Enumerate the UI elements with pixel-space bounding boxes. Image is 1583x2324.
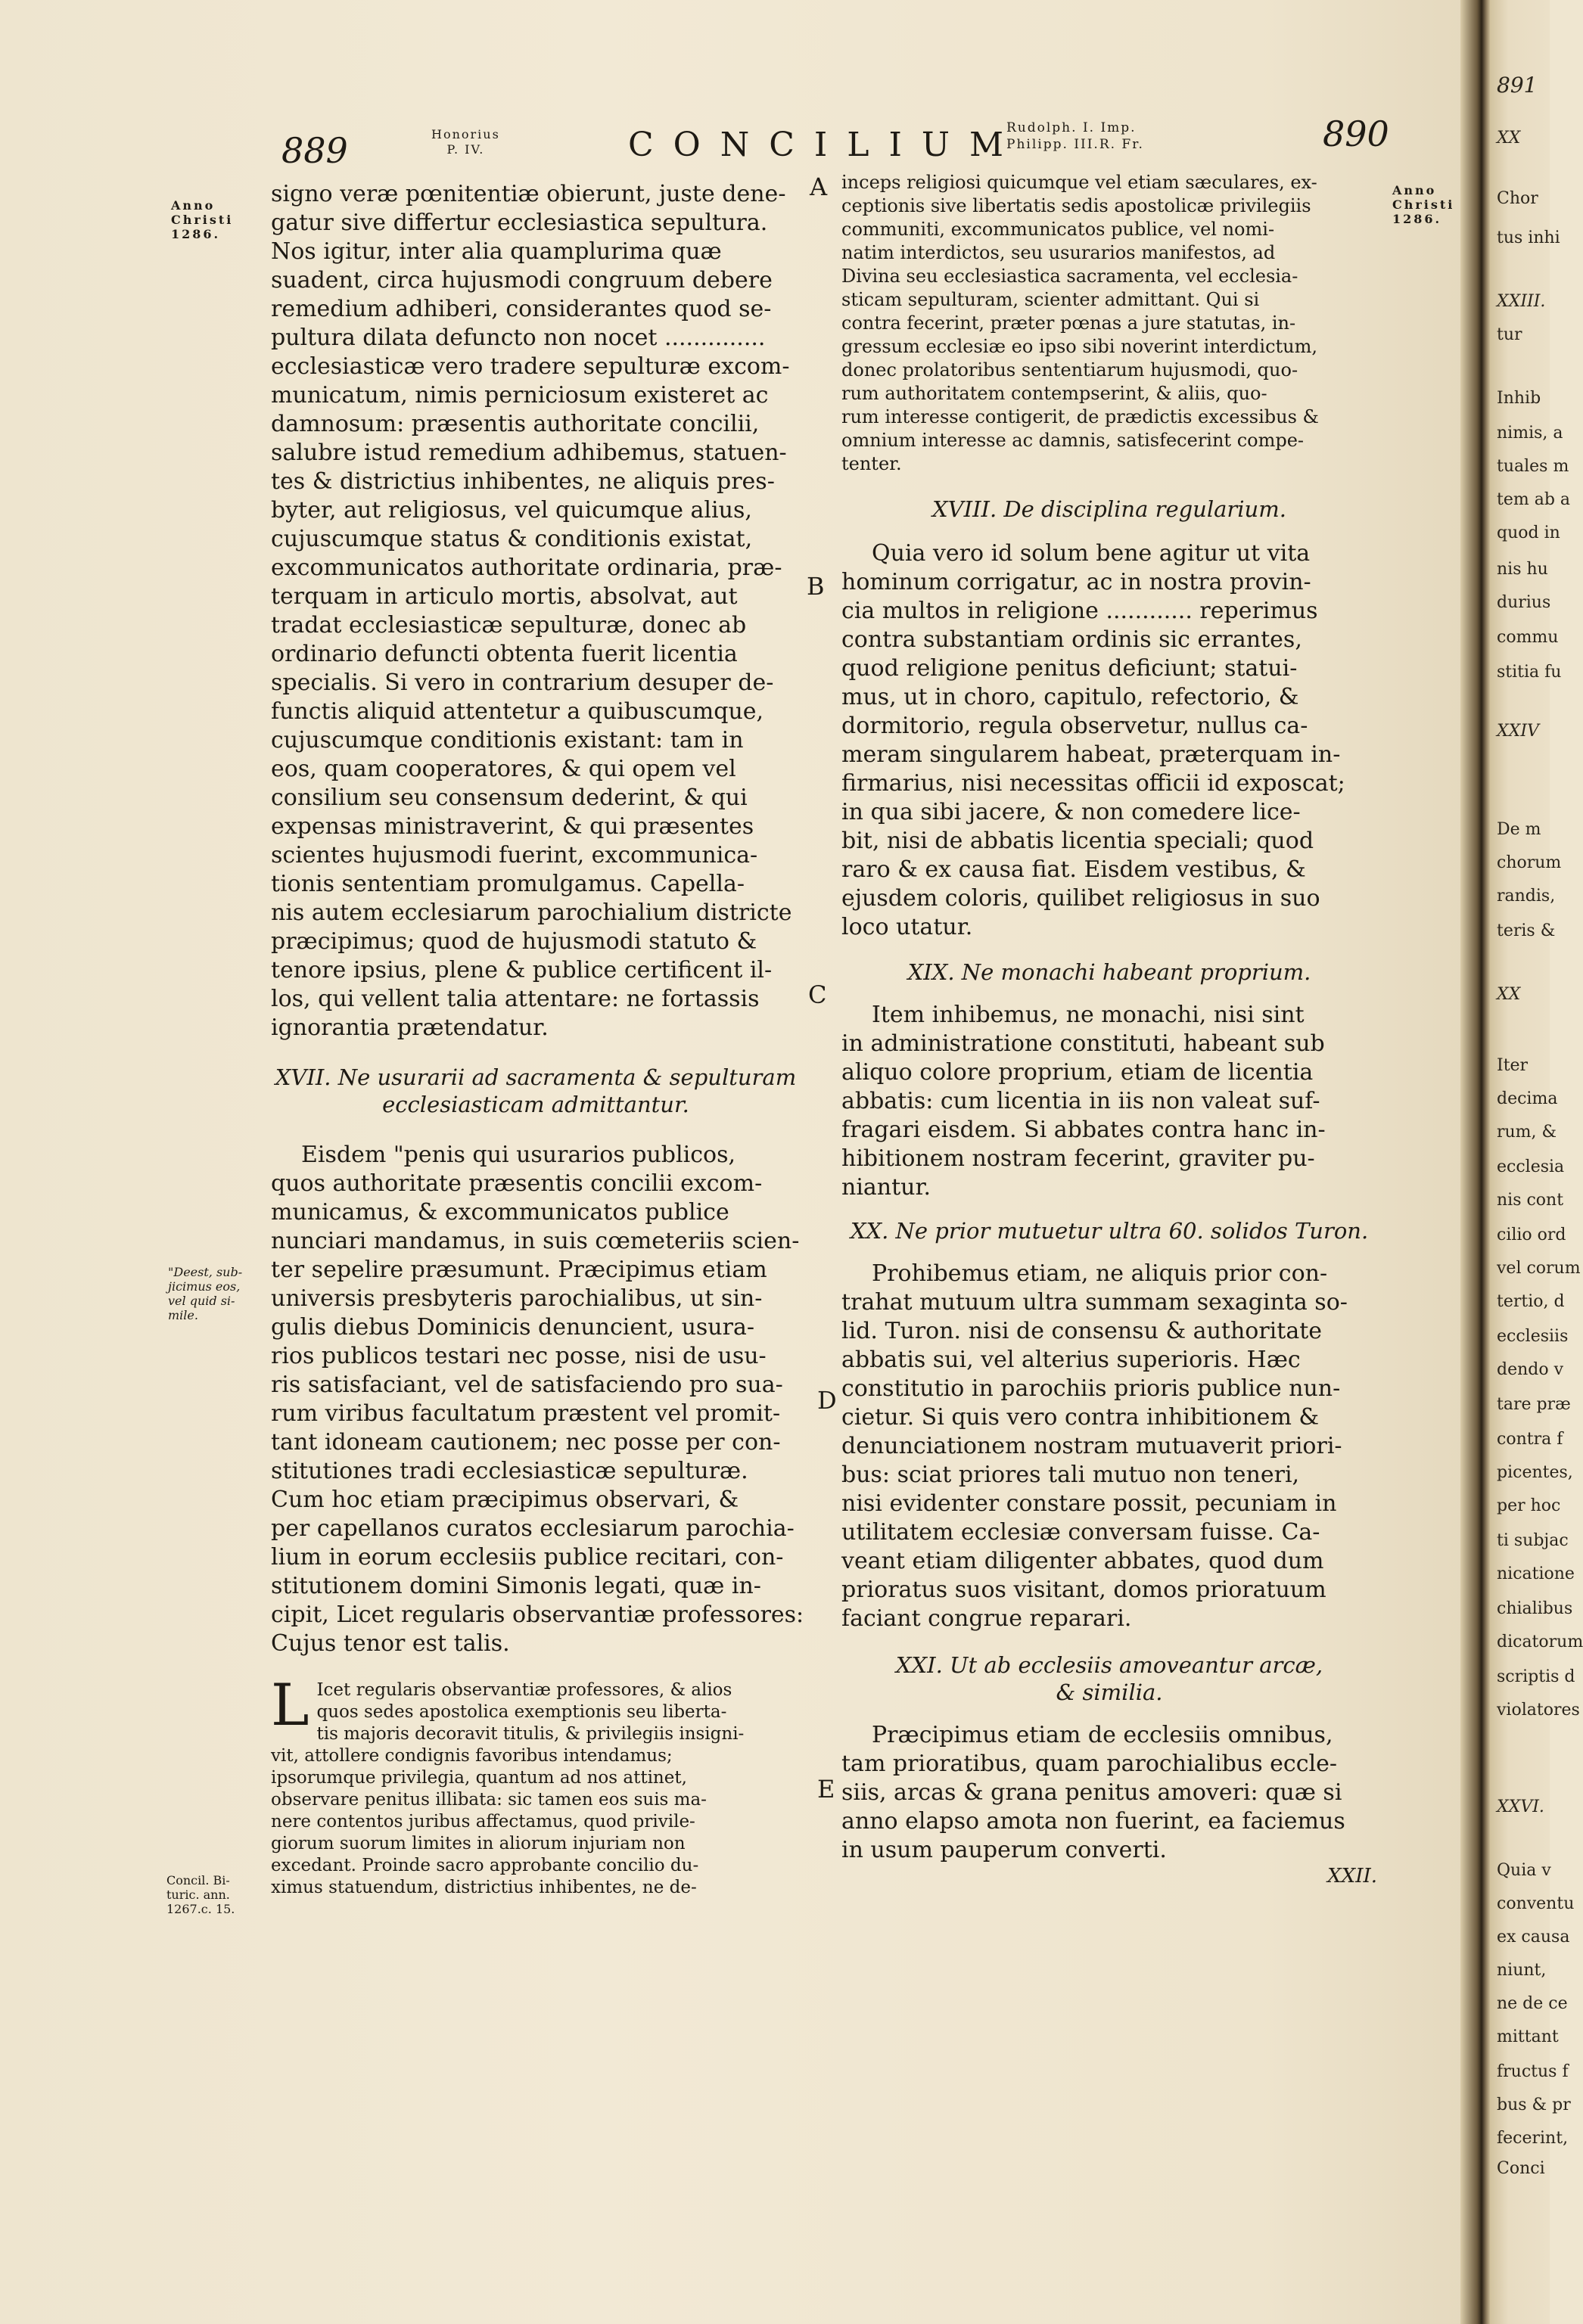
constitution-text: [271, 1671, 801, 1899]
page-number-right: 890: [1323, 113, 1389, 154]
text-line: natim interdictos, seu usurarios manifestos, ad: [841, 242, 1276, 263]
text-line: signo veræ pœnitentiæ obierunt, juste dene-: [271, 181, 786, 207]
next-page-line: XXIV: [1497, 722, 1539, 741]
text-line: ter sepelire præsumunt. Præcipimus etiam: [271, 1257, 767, 1283]
note-line: Concil. Bi-: [166, 1873, 230, 1887]
text-line: nis autem ecclesiarum parochialium districte: [271, 899, 792, 926]
text-line: cipit, Licet regularis observantiæ professores:: [271, 1602, 804, 1628]
year: 1286.: [1392, 212, 1442, 226]
text-line: in administratione constituti, habeant sub: [841, 1030, 1325, 1057]
section-letter-e: E: [817, 1775, 835, 1804]
section-letter-b: B: [807, 572, 825, 601]
next-page-line: durius: [1497, 593, 1551, 612]
text-line: denunciationem nostram mutuaverit priori-: [841, 1433, 1342, 1459]
text-line: dormitorio, regula observetur, nullus ca-: [841, 713, 1308, 739]
text-line: tis majoris decoravit titulis, & privilegiis insigni-: [316, 1724, 745, 1744]
ruler-1: Rudolph. I. Imp.: [1006, 120, 1137, 135]
text-line: tionis sententiam promulgamus. Capella-: [271, 871, 745, 897]
book-gutter: [1460, 0, 1491, 2324]
text-line: aliquo colore proprium, etiam de licentia: [841, 1059, 1314, 1086]
text-line: pultura dilata defuncto non nocet ..............: [271, 325, 766, 351]
next-page-line: vel corum: [1497, 1259, 1581, 1278]
note-line: 1267.c. 15.: [166, 1902, 235, 1916]
text-line: tradat ecclesiasticæ sepulturæ, donec ab: [271, 612, 747, 638]
heading-xviii: XVIII. De disciplina regularium.: [932, 496, 1286, 522]
next-page-line: XXIII.: [1497, 292, 1546, 311]
text-line: niantur.: [841, 1174, 931, 1201]
text-line: XXI. Ut ab ecclesiis amoveantur arcæ,: [895, 1652, 1323, 1678]
text-line: eos, quam cooperatores, & qui opem vel: [271, 756, 736, 782]
text-line: municatum, nimis perniciosum existeret ac: [271, 382, 769, 409]
paragraph-xvi-end: [271, 180, 801, 1042]
text-line: lium in eorum ecclesiis publice recitari, con-: [271, 1544, 784, 1571]
text-line: veant etiam diligenter abbates, quod dum: [841, 1548, 1324, 1574]
next-page-line: picentes,: [1497, 1463, 1573, 1482]
text-line: hibitionem nostram fecerint, graviter pu-: [841, 1145, 1315, 1172]
next-page-edge: [1491, 0, 1583, 2324]
text-line: specialis. Si vero in contrarium desuper de-: [271, 670, 774, 696]
next-page-line: XX: [1497, 129, 1521, 148]
text-line: utilitatem ecclesiæ conversam fuisse. Ca-: [841, 1519, 1320, 1546]
text-line: ejusdem coloris, quilibet religiosus in suo: [841, 885, 1320, 912]
text-line: expensas ministraverint, & qui præsentes: [271, 813, 754, 840]
next-page-line: Iter: [1497, 1056, 1529, 1075]
text-line: los, qui vellent talia attentare: ne fortassis: [271, 986, 760, 1012]
heading-xxi: [841, 1651, 1377, 1706]
text-line: trahat mutuum ultra summam sexaginta so-: [841, 1289, 1348, 1316]
section-letter-c: C: [808, 980, 827, 1009]
next-page-line: De m: [1497, 820, 1541, 839]
drop-cap-l: L: [271, 1671, 309, 1738]
next-page-line: fructus f: [1497, 2062, 1569, 2081]
text-line: tam prioratibus, quam parochialibus eccle-: [841, 1751, 1337, 1777]
text-line: anno elapso amota non fuerint, ea faciemus: [841, 1808, 1345, 1835]
text-line: nunciari mandamus, in suis cœmeteriis scien-: [271, 1228, 800, 1254]
text-line: ipsorumque privilegia, quantum ad nos attinet,: [271, 1768, 687, 1788]
text-line: Cujus tenor est talis.: [271, 1630, 510, 1657]
text-line: XVII. Ne usurarii ad sacramenta & sepulturam: [275, 1064, 797, 1090]
next-page-line: tur: [1497, 325, 1522, 344]
margin-note-concil: [166, 1873, 235, 1916]
next-page-line: chialibus: [1497, 1599, 1573, 1618]
text-line: siis, arcas & grana penitus amoveri: quæ si: [841, 1779, 1342, 1806]
next-page-line: conventu: [1497, 1894, 1575, 1913]
text-line: rum viribus facultatum præstent vel promit-: [271, 1400, 781, 1427]
next-page-line: stitia fu: [1497, 663, 1562, 682]
text-line: Item inhibemus, ne monachi, nisi sint: [872, 1002, 1305, 1028]
next-page-line: XXVI.: [1497, 1797, 1544, 1816]
text-line: cujuscumque conditionis existant: tam in: [271, 727, 744, 753]
next-page-line: Chor: [1497, 189, 1538, 208]
text-line: rum interesse contigerit, de prædictis excessibus &: [841, 406, 1319, 427]
text-line: municamus, & excommunicatos publice: [271, 1199, 729, 1226]
heading-xix: XIX. Ne monachi habeant proprium.: [907, 959, 1311, 985]
text-line: gressum ecclesiæ eo ipso sibi noverint interdictum,: [841, 336, 1318, 357]
pope-label: Honorius: [431, 127, 500, 141]
text-line: contra fecerint, præter pœnas a jure statutas, in-: [841, 312, 1296, 334]
text-line: communiti, excommunicatos publice, vel nomi-: [841, 219, 1275, 240]
text-line: ignorantia prætendatur.: [271, 1014, 549, 1041]
text-line: ris satisfaciant, vel de satisfaciendo pro sua-: [271, 1372, 783, 1398]
next-page-line: mittant: [1497, 2027, 1559, 2046]
text-line: quos authoritate præsentis concilii excom-: [271, 1170, 763, 1197]
text-line: vit, attollere condignis favoribus intendamus;: [271, 1746, 673, 1766]
rulers: [1006, 120, 1144, 153]
text-line: firmarius, nisi necessitas officii id exposcat;: [841, 770, 1345, 797]
next-page-line: per hoc: [1497, 1496, 1561, 1515]
note-line: mile.: [168, 1308, 198, 1322]
christi-word: Christi: [1392, 197, 1455, 212]
text-line: & similia.: [1056, 1679, 1163, 1705]
text-line: nere contentos juribus affectamus, quod privile-: [271, 1812, 695, 1832]
next-page-line: dendo v: [1497, 1360, 1564, 1379]
pope-name: [431, 127, 500, 157]
next-page-line: Conci: [1497, 2159, 1545, 2178]
text-line: salubre istud remedium adhibemus, statuen-: [271, 440, 787, 466]
next-page-line: ecclesia: [1497, 1157, 1565, 1176]
note-line: turic. ann.: [166, 1887, 230, 1902]
text-line: gulis diebus Dominicis denuncient, usura-: [271, 1314, 754, 1341]
text-line: donec prolatoribus sententiarum hujusmodi, quo-: [841, 359, 1298, 381]
text-line: functis aliquid attentetur a quibuscumque,: [271, 698, 764, 725]
next-page-line: cilio ord: [1497, 1226, 1566, 1244]
text-line: ecclesiasticam admittantur.: [382, 1092, 689, 1117]
paragraph-xxi: [841, 1721, 1377, 1865]
paragraph-xx: [841, 1260, 1377, 1633]
left-column: [271, 180, 804, 1899]
right-column: [841, 171, 1377, 1887]
text-line: hominum corrigatur, ac in nostra provin-: [841, 569, 1311, 595]
next-page-line: ecclesiis: [1497, 1327, 1569, 1346]
next-page-line: Quia v: [1497, 1861, 1551, 1880]
note-line: "Deest, sub-: [168, 1265, 243, 1279]
next-page-line: tus inhi: [1497, 228, 1560, 247]
text-line: rum authoritatem contempserint, & aliis, quo-: [841, 383, 1267, 404]
text-line: abbatis sui, vel alterius superioris. Hæc: [841, 1347, 1301, 1373]
text-line: Eisdem "penis qui usurarios publicos,: [301, 1142, 736, 1168]
text-line: excommunicatos authoritate ordinaria, præ-: [271, 555, 782, 581]
text-line: loco utatur.: [841, 914, 973, 940]
note-line: vel quid si-: [168, 1294, 235, 1308]
text-line: per capellanos curatos ecclesiarum parochia-: [271, 1515, 795, 1542]
next-page-line: tare præ: [1497, 1395, 1571, 1414]
text-line: Præcipimus etiam de ecclesiis omnibus,: [872, 1722, 1333, 1748]
text-line: damnosum: præsentis authoritate concilii,: [271, 411, 760, 437]
text-line: fragari eisdem. Si abbates contra hanc in-: [841, 1117, 1326, 1143]
anno-word: Anno: [171, 198, 216, 213]
text-line: stitutiones tradi ecclesiasticæ sepulturæ.: [271, 1458, 748, 1484]
next-page-line: nis hu: [1497, 560, 1548, 579]
next-page-line: tertio, d: [1497, 1292, 1565, 1311]
next-page-line: XX: [1497, 985, 1521, 1004]
ruler-2: Philipp. III.R. Fr.: [1006, 137, 1144, 152]
next-page-line: Inhib: [1497, 389, 1541, 408]
text-line: tenter.: [841, 453, 902, 474]
next-page-line: niunt,: [1497, 1961, 1547, 1980]
text-line: in qua sibi jacere, & non comedere lice-: [841, 799, 1301, 825]
text-line: consilium seu consensum dederint, & qui: [271, 785, 748, 811]
text-line: faciant congrue reparari.: [841, 1605, 1132, 1632]
paragraph-constitution: [271, 1671, 801, 1899]
next-page-line: bus & pr: [1497, 2096, 1571, 2114]
text-line: ceptionis sive libertatis sedis apostolicæ privilegiis: [841, 195, 1311, 216]
next-page-line: chorum: [1497, 853, 1562, 872]
text-line: Divina seu ecclesiastica sacramenta, vel ecclesia-: [841, 266, 1298, 287]
paragraph-xviii: [841, 539, 1377, 942]
next-page-line: decima: [1497, 1089, 1558, 1108]
text-line: excedant. Proinde sacro approbante concilio du-: [271, 1856, 699, 1875]
next-page-line: tuales m: [1497, 457, 1569, 476]
text-line: observare penitus illibata: sic tamen eos suis ma-: [271, 1790, 707, 1810]
text-line: ximus statuendum, districtius inhibentes, ne de-: [271, 1878, 697, 1897]
text-line: sticam sepulturam, scienter admittant. Qui si: [841, 289, 1260, 310]
year: 1286.: [171, 227, 221, 241]
text-line: ordinario defuncti obtenta fuerit licentia: [271, 641, 738, 667]
heading-xvii: [271, 1064, 801, 1118]
page-number-left: 889: [281, 130, 348, 171]
text-line: terquam in articulo mortis, absolvat, aut: [271, 583, 738, 610]
text-line: Cum hoc etiam præcipimus observari, &: [271, 1487, 739, 1513]
anno-christi-left: [171, 198, 233, 241]
margin-note-deest: [168, 1265, 242, 1322]
text-line: præcipimus; quod de hujusmodi statuto &: [271, 928, 757, 955]
text-line: remedium adhiberi, considerantes quod se-: [271, 296, 772, 322]
next-page-line: violatores: [1497, 1701, 1580, 1720]
text-line: tes & districtius inhibentes, ne aliquis pres-: [271, 468, 775, 495]
anno-christi-right: [1392, 183, 1454, 226]
text-line: stitutionem domini Simonis legati, quæ in-: [271, 1573, 761, 1599]
text-line: tenore ipsius, plene & publice certificent il-: [271, 957, 773, 983]
text-line: inceps religiosi quicumque vel etiam sæculares, ex-: [841, 172, 1317, 193]
next-page-line: ne de ce: [1497, 1994, 1568, 2013]
next-page-line: ti subjac: [1497, 1531, 1569, 1550]
text-line: bit, nisi de abbatis licentia speciali; quod: [841, 828, 1314, 854]
text-line: tant idoneam cautionem; nec posse per con-: [271, 1429, 781, 1456]
text-line: constitutio in parochiis prioris publice nun-: [841, 1375, 1341, 1402]
section-letter-a: A: [810, 172, 828, 201]
text-line: rios publicos testari nec posse, nisi de usu-: [271, 1343, 767, 1369]
catchword: XXII.: [1327, 1865, 1377, 1887]
pope-number: P. IV.: [446, 142, 485, 157]
text-line: Nos igitur, inter alia quamplurima quæ: [271, 238, 722, 265]
anno-word: Anno: [1392, 183, 1437, 197]
text-line: bus: sciat priores tali mutuo non teneri,: [841, 1462, 1300, 1488]
next-page-number: 891: [1497, 73, 1538, 98]
text-line: cietur. Si quis vero contra inhibitionem &: [841, 1404, 1320, 1431]
text-line: universis presbyteris parochialibus, ut sin-: [271, 1285, 763, 1312]
next-page-line: scriptis d: [1497, 1667, 1575, 1686]
text-line: mus, ut in choro, capitulo, refectorio, &: [841, 684, 1299, 710]
text-line: omnium interesse ac damnis, satisfecerint compe-: [841, 430, 1305, 451]
text-line: prioratus suos visitant, domos prioratuum: [841, 1577, 1326, 1603]
text-line: quos sedes apostolica exemptionis seu liberta-: [316, 1702, 727, 1722]
next-page-line: quod in: [1497, 524, 1560, 542]
text-line: suadent, circa hujusmodi congruum debere: [271, 267, 773, 294]
text-line: Quia vero id solum bene agitur ut vita: [872, 540, 1311, 567]
section-letter-d: D: [817, 1386, 837, 1415]
next-page-line: nis cont: [1497, 1191, 1564, 1210]
next-page-line: contra f: [1497, 1430, 1563, 1449]
text-line: giorum suorum limites in aliorum injuriam non: [271, 1834, 686, 1853]
paragraph-constitution-cont: [841, 171, 1377, 476]
note-line: jicimus eos,: [168, 1279, 241, 1294]
next-page-line: tem ab a: [1497, 490, 1571, 509]
next-page-line: nimis, a: [1497, 424, 1563, 443]
text-line: cia multos in religione ............ reperimus: [841, 598, 1318, 624]
next-page-line: randis,: [1497, 887, 1556, 906]
text-line: scientes hujusmodi fuerint, excommunica-: [271, 842, 758, 868]
text-line: raro & ex causa fiat. Eisdem vestibus, &: [841, 856, 1306, 883]
text-line: Icet regularis observantiæ professores, & alios: [316, 1680, 732, 1700]
paragraph-xix: [841, 1001, 1377, 1202]
text-line: Prohibemus etiam, ne aliquis prior con-: [872, 1260, 1328, 1287]
next-page-line: commu: [1497, 628, 1559, 647]
text-line: meram singularem habeat, præterquam in-: [841, 741, 1341, 768]
text-line: cujuscumque status & conditionis existat,: [271, 526, 753, 552]
text-line: nisi evidenter constare possit, pecuniam in: [841, 1490, 1337, 1517]
text-line: in usum pauperum converti.: [841, 1837, 1167, 1863]
running-title: CONCILIUM: [628, 126, 1024, 164]
text-line: gatur sive differtur ecclesiastica sepultura.: [271, 210, 768, 236]
text-line: abbatis: cum licentia in iis non valeat suf-: [841, 1088, 1320, 1114]
next-page-line: dicatorum: [1497, 1633, 1583, 1651]
next-page-line: teris &: [1497, 921, 1556, 940]
text-line: quod religione penitus deficiunt; statui-: [841, 655, 1298, 682]
next-page-line: rum, &: [1497, 1123, 1557, 1142]
text-line: byter, aut religiosus, vel quicumque alius,: [271, 497, 752, 524]
text-line: lid. Turon. nisi de consensu & authoritate: [841, 1318, 1323, 1344]
christi-word: Christi: [171, 213, 234, 227]
heading-xx: XX. Ne prior mutuetur ultra 60. solidos Turon.: [850, 1218, 1369, 1244]
text-line: contra substantiam ordinis sic errantes,: [841, 626, 1302, 653]
text-line: ecclesiasticæ vero tradere sepulturæ excom-: [271, 353, 790, 380]
next-page-line: ex causa: [1497, 1928, 1570, 1947]
next-page-line: nicatione: [1497, 1564, 1575, 1583]
next-page-line: fecerint,: [1497, 2129, 1569, 2148]
paragraph-xvii: [271, 1141, 804, 1658]
